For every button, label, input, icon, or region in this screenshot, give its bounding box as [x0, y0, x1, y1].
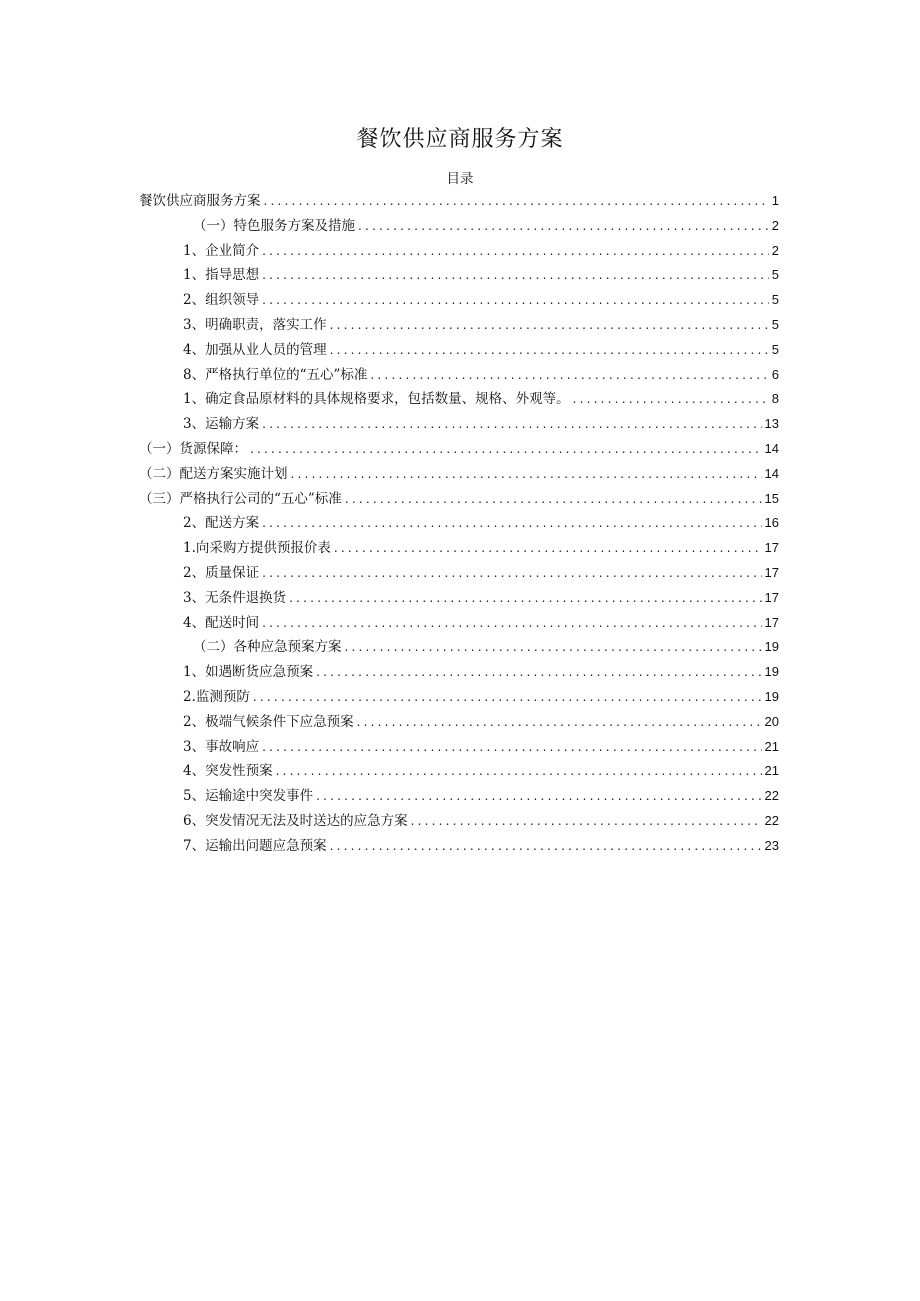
toc-page-number: 2	[771, 242, 779, 258]
toc-dot-leader	[370, 363, 768, 387]
toc-entry-title: 4、突发性预案	[183, 763, 273, 780]
toc-page-number: 8	[771, 391, 779, 407]
toc-dot-leader	[262, 288, 769, 312]
toc-entry[interactable]	[139, 437, 779, 461]
toc-dot-leader	[573, 387, 769, 411]
toc-page-number: 19	[764, 664, 779, 680]
toc-entry-title: 3、事故响应	[183, 738, 260, 755]
toc-entry[interactable]	[183, 685, 779, 709]
toc-entry-title: 2、组织领导	[183, 292, 260, 309]
toc-page-number: 20	[764, 713, 779, 729]
toc-dot-leader	[345, 487, 762, 511]
document-title: 餐饮供应商服务方案	[356, 127, 564, 152]
toc-page-number: 23	[764, 837, 779, 853]
toc-dot-leader	[262, 263, 769, 287]
toc-page-number: 5	[771, 267, 779, 283]
toc-page-number: 5	[771, 317, 779, 332]
toc-dot-leader	[330, 338, 769, 362]
toc-dot-leader	[262, 561, 761, 585]
toc-page-number: 15	[764, 490, 779, 506]
toc-dot-leader	[262, 412, 761, 436]
toc-heading: 目录	[446, 171, 474, 187]
toc-entry-title: 5、运输途中突发事件	[183, 788, 314, 805]
toc-entry[interactable]	[183, 363, 779, 387]
toc-entry-title: （一）特色服务方案及措施	[193, 217, 355, 234]
toc-page-number: 21	[764, 763, 779, 779]
toc-page-number: 1	[771, 193, 779, 208]
toc-entry-title: 2、极端气候条件下应急预案	[183, 713, 354, 730]
toc-entry-title: 1.向采购方提供预报价表	[183, 540, 331, 557]
toc-page-number: 22	[764, 813, 779, 828]
toc-page-number: 17	[764, 614, 779, 630]
toc-dot-leader	[262, 511, 761, 535]
toc-dot-leader	[411, 809, 762, 833]
toc-page-number: 5	[771, 341, 779, 357]
toc-entry-title: （二）配送方案实施计划	[139, 465, 288, 482]
toc-entry[interactable]	[183, 412, 779, 436]
toc-entry[interactable]	[139, 189, 779, 213]
toc-dot-leader	[262, 611, 761, 635]
toc-page-number: 14	[764, 441, 779, 456]
toc-entry-title: （一）货源保障：	[139, 441, 247, 457]
toc-entry-title: 2、质量保证	[183, 565, 260, 581]
toc-entry[interactable]	[193, 214, 779, 238]
toc-entry[interactable]	[183, 387, 779, 411]
toc-entry[interactable]	[183, 288, 779, 312]
toc-dot-leader	[264, 189, 769, 213]
toc-entry[interactable]	[183, 710, 779, 734]
toc-entry-title: 3、运输方案	[183, 416, 260, 433]
toc-entry-title: 2.监测预防	[183, 689, 250, 705]
toc-page-number: 19	[764, 689, 779, 704]
toc-dot-leader	[276, 759, 762, 783]
toc-dot-leader	[262, 735, 761, 759]
toc-entry[interactable]	[193, 635, 779, 659]
toc-dot-leader	[357, 710, 762, 734]
toc-page-number: 22	[764, 788, 779, 804]
toc-dot-leader	[330, 834, 762, 858]
toc-page-number: 5	[771, 292, 779, 308]
toc-entry[interactable]	[183, 511, 779, 535]
toc-entry[interactable]	[183, 313, 779, 337]
toc-entry-title: 1、确定食品原材料的具体规格要求，包括数量、规格、外观等。	[183, 391, 570, 408]
toc-dot-leader	[330, 313, 769, 337]
toc-dot-leader	[262, 239, 769, 263]
toc-dot-leader	[345, 635, 762, 659]
toc-dot-leader	[334, 536, 762, 560]
toc-page-number: 17	[764, 589, 779, 605]
toc-entry[interactable]	[183, 784, 779, 808]
toc-entry-title: （二）各种应急预案方案	[193, 639, 342, 656]
toc-entry-title: 6、突发情况无法及时送达的应急方案	[183, 813, 408, 829]
toc-entry-title: （三）严格执行公司的“五心”标准	[139, 490, 342, 507]
toc-entry[interactable]	[183, 834, 779, 858]
toc-dot-leader	[358, 214, 769, 238]
toc-dot-leader	[289, 586, 761, 610]
toc-entry[interactable]	[183, 735, 779, 759]
toc-entry-title: 1、指导思想	[183, 267, 260, 284]
toc-entry-title: 3、明确职责，落实工作	[183, 317, 327, 333]
toc-dot-leader	[316, 784, 761, 808]
toc-entry[interactable]	[183, 338, 779, 362]
toc-dot-leader	[291, 462, 762, 486]
toc-entry[interactable]	[183, 759, 779, 783]
toc-entry[interactable]	[139, 462, 779, 486]
toc-entry-title: 1、企业简介	[183, 242, 260, 259]
toc-entry[interactable]	[183, 239, 779, 263]
toc-entry[interactable]	[183, 809, 779, 833]
toc-dot-leader	[316, 660, 761, 684]
toc-page-number: 13	[764, 416, 779, 432]
toc-page-number: 14	[764, 465, 779, 481]
toc-entry[interactable]	[183, 263, 779, 287]
toc-page-number: 6	[771, 366, 779, 382]
toc-entry-title: 3、无条件退换货	[183, 589, 287, 606]
toc-page-number: 2	[771, 217, 779, 233]
toc-page-number: 19	[764, 639, 779, 655]
toc-page-number: 17	[764, 540, 779, 556]
toc-entry[interactable]	[183, 536, 779, 560]
toc-dot-leader	[250, 437, 762, 461]
toc-dot-leader	[253, 685, 762, 709]
toc-entry[interactable]	[183, 561, 779, 585]
toc-page-number: 16	[764, 515, 779, 531]
toc-page-number: 21	[764, 738, 779, 754]
toc-page-number: 17	[764, 565, 779, 580]
toc-entry[interactable]	[183, 586, 779, 610]
toc-entry-title: 4、加强从业人员的管理	[183, 341, 327, 358]
toc-entry-title: 餐饮供应商服务方案	[139, 193, 261, 209]
toc-entry-title: 7、运输出问题应急预案	[183, 837, 327, 854]
toc-entry-title: 4、配送时间	[183, 614, 260, 631]
toc-entry-title: 8、严格执行单位的“五心”标准	[183, 366, 368, 383]
toc-entry[interactable]	[183, 660, 779, 684]
toc-entry[interactable]	[183, 611, 779, 635]
toc-entry-title: 1、如遇断货应急预案	[183, 664, 314, 681]
toc-entry[interactable]	[139, 487, 779, 511]
toc-entry-title: 2、配送方案	[183, 515, 260, 532]
